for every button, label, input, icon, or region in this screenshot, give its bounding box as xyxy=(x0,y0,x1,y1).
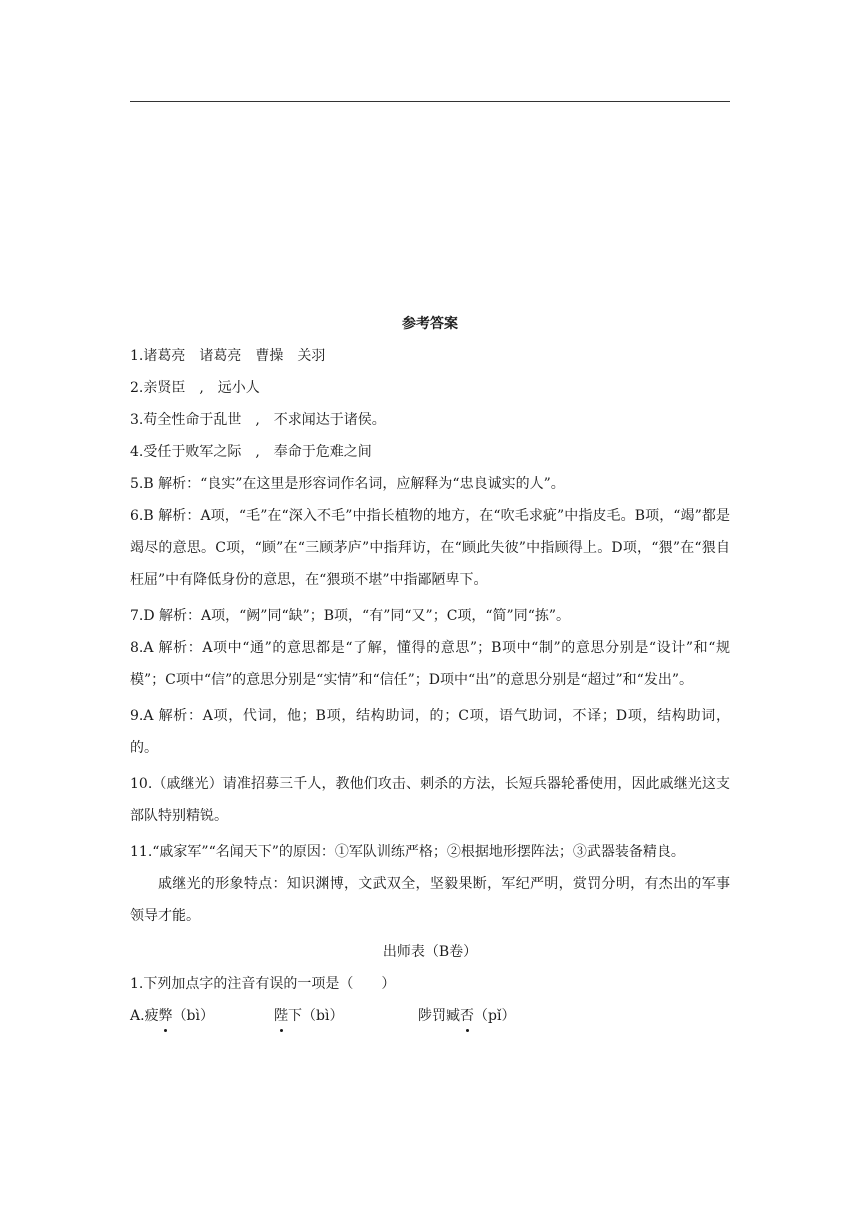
header-rule xyxy=(130,101,730,102)
question-1-option-a xyxy=(130,1004,730,1028)
answer-5: 5.B 解析：“良实”在这里是形容词作名词，应解释为“忠良诚实的人”。 xyxy=(130,476,565,492)
answer-9: 9.A 解析：A项，代词，他；B项，结构助词，的；C项，语气助词，不译；D项，结构助词，的。 xyxy=(130,708,730,756)
option-a-item-3: 陟罚臧否（pǐ） xyxy=(418,1004,515,1028)
answer-4: 4.受任于败军之际 , 奉命于危难之间 xyxy=(130,444,372,460)
answer-3: 3.苟全性命于乱世 , 不求闻达于诸侯。 xyxy=(130,412,386,428)
answer-1: 1.诸葛亮 诸葛亮 曹操 关羽 xyxy=(130,348,326,364)
answer-11-continued: 戚继光的形象特点：知识渊博，文武双全，坚毅果断，军纪严明，赏罚分明，有杰出的军事领导才能。 xyxy=(130,876,730,924)
answer-7: 7.D 解析：A项，“阙”同“缺”；B项，“有”同“又”；C项，“简”同“拣”。 xyxy=(130,608,571,624)
answer-8: 8.A 解析：A项中“通”的意思都是“了解，懂得的意思”；B项中“制”的意思分别是“设计”和“规模”；C项中“信”的意思分别是“实情”和“信任”；D项中“出”的意思分别是“超过”和“发出”。 xyxy=(130,640,730,688)
answer-6: 6.B 解析：A项，“毛”在“深入不毛”中指长植物的地方，在“吹毛求疵”中指皮毛。B项，“竭”都是竭尽的意思。C项，“顾”在“三顾茅庐”中指拜访，在“顾此失彼”中指顾得上。D项，“猥”在“猥自枉屈”中有降低身份的意思，在“猥琐不堪”中指鄙陋卑下。 xyxy=(130,508,730,588)
option-a-item-1: A.疲弊（bì） xyxy=(130,1004,214,1028)
answer-10: 10.（戚继光）请准招募三千人，教他们攻击、刺杀的方法，长短兵器轮番使用，因此戚继光这支部队特别精锐。 xyxy=(130,776,730,824)
option-a-item-2: 陛下（bì） xyxy=(274,1004,343,1028)
answer-2: 2.亲贤臣 , 远小人 xyxy=(130,380,260,396)
answer-11: 11.“戚家军”“名闻天下”的原因：①军队训练严格；②根据地形摆阵法；③武器装备精良。 xyxy=(130,844,685,860)
document-body xyxy=(130,312,730,1028)
answers-title: 参考答案 xyxy=(402,316,458,332)
section-title: 出师表（B卷） xyxy=(382,944,478,960)
question-1-stem: 1.下列加点字的注音有误的一项是（ ） xyxy=(130,976,396,992)
